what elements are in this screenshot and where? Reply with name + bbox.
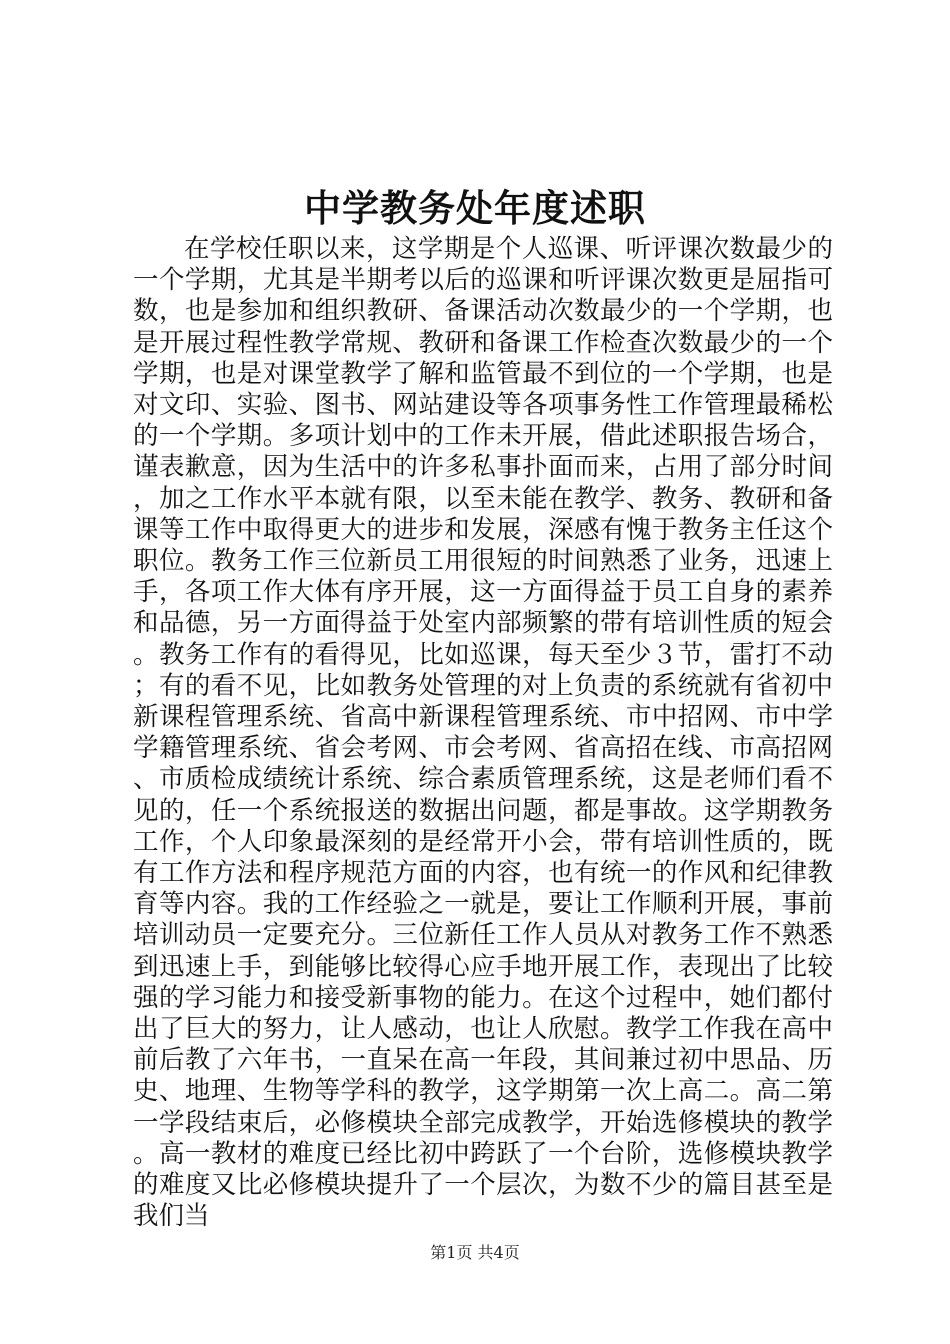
document-title: 中学教务处年度述职 [304, 186, 646, 230]
document-body-paragraph: 在学校任职以来，这学期是个人巡课、听评课次数最少的一个学期，尤其是半期考以后的巡课和听评课次数更是屈指可数，也是参加和组织教研、备课活动次数最少的一个学期，也是开展过程性教学常规、教研和备课工作检查次数最少的一个学期，也是对课堂教学了解和监管最不到位的一个学期，也是对文印、实验、图书、网站建设等各项事务性工作管理最稀松的一个学期。多项计划中的工作未开展，借此述职报告场合，谨表歉意，因为生活中的许多私事扑面而来，占用了部分时间，加之工作水平本就有限，以至未能在教学、教务、教研和备课等工作中取得更大的进步和发展，深感有愧于教务主任这个职位。教务工作三位新员工用很短的时间熟悉了业务，迅速上手，各项工作大体有序开展，这一方面得益于员工自身的素养和品德，另一方面得益于处室内部频繁的带有培训性质的短会。教务工作有的看得见，比如巡课，每天至少３节，雷打不动；有的看不见，比如教务处管理的对上负责的系统就有省初中新课程管理系统、省高中新课程管理系统、市中招网、市中学学籍管理系统、省会考网、市会考网、省高招在线、市高招网、市质检成绩统计系统、综合素质管理系统，这是老师们看不见的，任一个系统报送的数据出问题，都是事故。这学期教务工作，个人印象最深刻的是经常开小会，带有培训性质的，既有工作方法和程序规范方面的内容，也有统一的作风和纪律教育等内容。我的工作经验之一就是，要让工作顺利开展，事前培训动员一定要充分。三位新任工作人员从对教务工作不熟悉到迅速上手，到能够比较得心应手地开展工作，表现出了比较强的学习能力和接受新事物的能力。在这个过程中，她们都付出了巨大的努力，让人感动，也让人欣慰。教学工作我在高中前后教了六年书，一直呆在高一年段，其间兼过初中思品、历史、地理、生物等学科的教学，这学期第一次上高二。高二第一学段结束后，必修模块全部完成教学，开始选修模块的教学。高一教材的难度已经比初中跨跃了一个台阶，选修模块教学的难度又比必修模块提升了一个层次，为数不少的篇目甚至是我们当 [133, 234, 833, 1232]
page-number-footer: 第1页 共4页 [430, 1243, 520, 1262]
